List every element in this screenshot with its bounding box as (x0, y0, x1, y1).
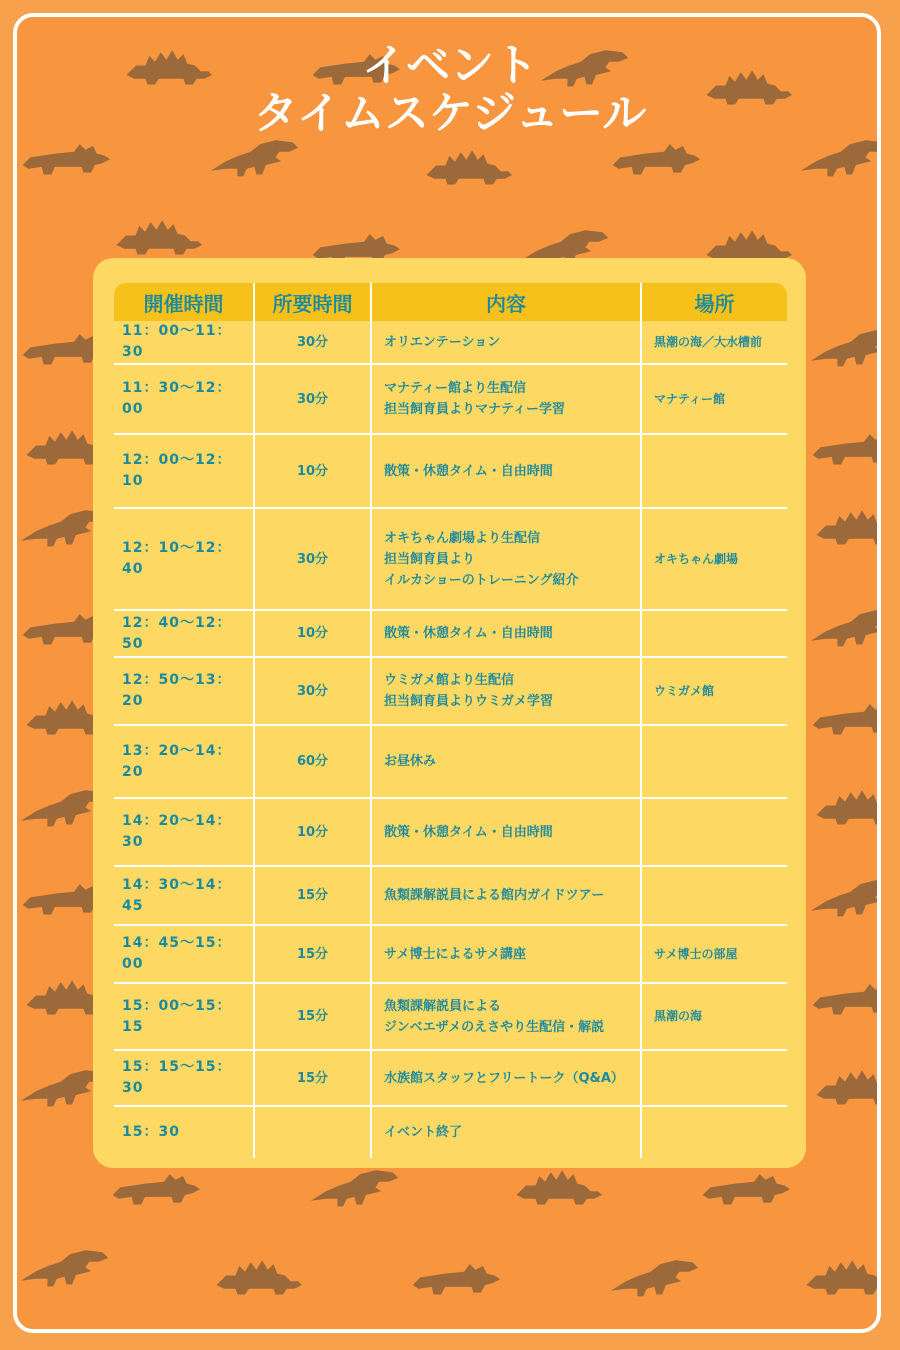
cell-time: 15：00～15：15 (114, 983, 254, 1050)
stegosaurus-icon (817, 1070, 882, 1104)
content-line: ジンベエザメのえさやり生配信・解説 (384, 1019, 605, 1035)
page-title-line2: タイムスケジュール (253, 88, 647, 139)
cell-duration: 10分 (254, 434, 371, 508)
cell-place (641, 610, 787, 657)
content-line: 担当飼育員より (384, 551, 476, 567)
content-line: オキちゃん劇場より生配信 (384, 530, 541, 546)
cell-place (641, 434, 787, 508)
content-line: イルカショーのトレーニング紹介 (384, 572, 579, 588)
triceratops-icon (413, 1264, 500, 1294)
cell-duration: 15分 (254, 866, 371, 925)
table-row (114, 983, 787, 1050)
table-row (114, 364, 787, 434)
cell-time: 11：00～11：30 (122, 323, 232, 360)
stegosaurus-icon (217, 1260, 303, 1294)
cell-time: 14：20～14：30 (114, 798, 254, 866)
cell-content (371, 798, 641, 866)
content-line: イベント終了 (384, 1125, 463, 1140)
cell-time: 12：40～12：50 (114, 610, 254, 657)
trex-icon (811, 610, 881, 646)
schedule-body (114, 321, 787, 1158)
cell-time: 14：30～14：45 (114, 866, 254, 925)
cell-duration: 15分 (254, 983, 371, 1050)
content-line: 散策・休憩タイム・自由時間 (384, 626, 553, 641)
trex-icon (611, 1260, 698, 1296)
stegosaurus-icon (117, 220, 203, 254)
content-line: お昼休み (384, 754, 437, 769)
cell-content (371, 321, 641, 364)
trex-icon (211, 140, 298, 176)
table-row (114, 1050, 787, 1106)
cell-time: 15：30 (114, 1106, 254, 1158)
cell-duration: 10分 (254, 610, 371, 657)
cell-place (641, 1050, 787, 1106)
triceratops-icon (113, 1174, 200, 1204)
cell-place (641, 725, 787, 798)
content-line: 担当飼育員よりウミガメ学習 (384, 694, 554, 709)
content-line: 魚類課解説員による館内ガイドツアー (384, 888, 605, 903)
header-time: 開催時間 (114, 283, 254, 321)
cell-content (371, 508, 641, 610)
content-line: ウミガメ館より生配信 (384, 673, 515, 688)
cell-place (641, 798, 787, 866)
content-line: 水族館スタッフとフリートーク（Q&A） (384, 1070, 624, 1086)
cell-place: 黒潮の海 (641, 983, 787, 1050)
cell-content (371, 1050, 641, 1106)
table-row (114, 725, 787, 798)
cell-duration: 15分 (254, 925, 371, 983)
table-row (114, 657, 787, 725)
cell-duration: 30分 (254, 508, 371, 610)
trex-icon (811, 330, 881, 366)
content-line: 担当飼育員よりマナティー学習 (384, 402, 565, 417)
cell-place: サメ博士の部屋 (641, 925, 787, 983)
cell-time: 12：10～12：40 (114, 508, 254, 610)
cell-time: 12：50～13：20 (114, 657, 254, 725)
content-line: オリエンテーション (384, 334, 501, 350)
cell-duration: 60分 (254, 725, 371, 798)
table-row (114, 866, 787, 925)
content-line: 散策・休憩タイム・自由時間 (384, 824, 553, 840)
cell-content (371, 657, 641, 725)
table-header-row (114, 283, 787, 321)
schedule-card (93, 258, 806, 1168)
cell-duration: 10分 (254, 798, 371, 866)
table-row (114, 508, 787, 610)
cell-place: オキちゃん劇場 (641, 508, 787, 610)
triceratops-icon (813, 704, 881, 734)
table-row (114, 798, 787, 866)
cell-duration: 15分 (254, 1050, 371, 1106)
cell-time: 13：20～14：20 (114, 725, 254, 798)
cell-content (371, 434, 641, 508)
triceratops-icon (613, 144, 700, 174)
cell-place: 黒潮の海／大水槽前 (641, 321, 787, 364)
table-row (114, 1106, 787, 1158)
cell-content (371, 925, 641, 983)
cell-duration (254, 1106, 371, 1158)
header-content: 内容 (371, 283, 641, 321)
cell-place (641, 866, 787, 925)
cell-content (371, 610, 641, 657)
content-line: サメ博士によるサメ講座 (384, 946, 526, 962)
stegosaurus-icon (817, 510, 882, 544)
stegosaurus-icon (817, 790, 882, 824)
cell-content (371, 1106, 641, 1158)
stegosaurus-icon (517, 1170, 603, 1204)
table-row (114, 610, 787, 657)
cell-content (371, 983, 641, 1050)
cell-content (371, 364, 641, 434)
header-duration: 所要時間 (254, 283, 371, 321)
cell-time: 14：45～15：00 (114, 925, 254, 983)
schedule-table (114, 283, 787, 1158)
content-line: 散策・休憩タイム・自由時間 (384, 463, 553, 479)
cell-content (371, 725, 641, 798)
trex-icon (811, 880, 881, 916)
cell-duration: 30分 (254, 364, 371, 434)
content-line: マナティー館より生配信 (384, 381, 526, 396)
cell-duration: 30分 (254, 657, 371, 725)
stegosaurus-icon (427, 150, 513, 184)
stegosaurus-icon (807, 1260, 882, 1294)
triceratops-icon (813, 984, 881, 1014)
cell-time: 15：15～15：30 (114, 1050, 254, 1106)
trex-icon (801, 140, 881, 176)
triceratops-icon (23, 144, 110, 174)
table-row (114, 434, 787, 508)
content-line: 魚類課解説員による (384, 998, 502, 1014)
trex-icon (311, 1170, 398, 1206)
table-row (114, 925, 787, 983)
header-place: 場所 (641, 283, 787, 321)
cell-place (641, 1106, 787, 1158)
triceratops-icon (703, 1174, 790, 1204)
cell-content (371, 866, 641, 925)
trex-icon (21, 1250, 108, 1286)
cell-time: 12：00～12：10 (114, 434, 254, 508)
triceratops-icon (813, 434, 881, 464)
page-title-line1: イベント (362, 40, 538, 91)
table-row (114, 321, 787, 364)
cell-time: 11：30～12：00 (114, 364, 254, 434)
cell-place: マナティー館 (641, 364, 787, 434)
cell-duration: 30分 (254, 321, 371, 364)
cell-place: ウミガメ館 (641, 657, 787, 725)
